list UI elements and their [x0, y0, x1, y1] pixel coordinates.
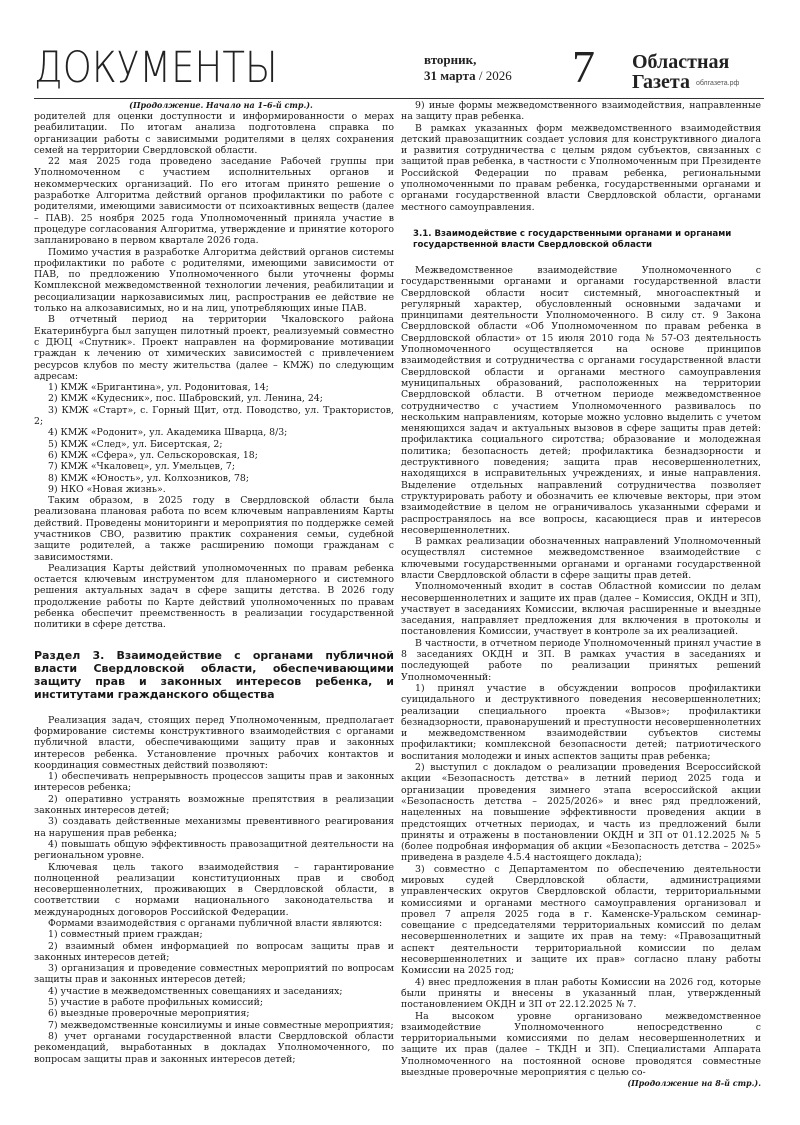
- list-item: 1) принял участие в обсуждении вопросов профилактики суицидального и деструктивного поведения несовершеннолетних; реализации специального проекта «Вызов»; профилактики безнадзорности, правонарушений и преступности несовершеннолетних и межведомственном взаимодействии субъектов системы профилактики; комплексной безопасности детей; патриотического воспитания молодежи и иных аспектов защиты прав ребенка;: [401, 682, 761, 762]
- right-column: [401, 100, 761, 1089]
- paragraph: Уполномоченный входит в состав Областной комиссии по делам несовершеннолетних и защите их прав (далее – Комиссия, ОКДН и ЗП), участвует в заседаниях Комиссии, включая расширенные и выездные заседания, направляет предложения для включения в протоколы и постановления Комиссии, участвует в контроле за их реализацией.: [401, 581, 761, 638]
- list-item: 8) КМЖ «Юность», ул. Колхозников, 78;: [48, 472, 250, 484]
- list-item: 1) совместный прием граждан;: [48, 929, 203, 941]
- continued-from-note: (Продолжение. Начало на 1–6-й стр.).: [129, 100, 313, 110]
- list-item: 7) межведомственные консилиумы и иные совместные мероприятия;: [48, 1019, 394, 1031]
- paragraph: Реализация задач, стоящих перед Уполномоченным, предполагает формирование системы конструктивного взаимодействия с органами публичной власти, обеспечивающими защиту прав и законных интересов ребенка. Установление прочных рабочих контактов и координация совместных действий позволяют:: [34, 714, 394, 771]
- section-title: ДОКУМЕНТЫ: [34, 43, 278, 93]
- subsection-heading: 3.1. Взаимодействие с государственными органами и органами государственной власти Свердловской области: [413, 228, 732, 250]
- list-item: 1) обеспечивать непрерывность процессов защиты прав и законных интересов ребенка;: [34, 771, 394, 794]
- issue-day: 31 марта: [424, 68, 476, 83]
- list-item: 6) КМЖ «Сфера», ул. Сельскоровская, 18;: [48, 449, 258, 461]
- list-item: 6) выездные проверочные мероприятия;: [48, 1008, 250, 1020]
- paragraph: родителей для оценки доступности и информированности о мерах реабилитации. По итогам анализа подготовлена справка по организации работы с зависимыми родителями в целях сохранения семей на территории Свердловской области.: [34, 111, 394, 156]
- paragraph: В частности, в отчетном периоде Уполномоченный принял участие в 8 заседаниях ОКДН и ЗП. В рамках участия в заседаниях и последующей работе по реализации принятых решений Уполномоченный:: [401, 637, 761, 683]
- list-item: 4) КМЖ «Родонит», ул. Академика Шварца, 8/3;: [48, 427, 288, 439]
- list-item: 5) КМЖ «След», ул. Бисертская, 2;: [48, 438, 223, 450]
- paragraph: 22 мая 2025 года проведено заседание Рабочей группы при Уполномоченном с участием исполнительных органов и некоммерческих организаций. По его итогам принято решение о разработке Алгоритма действий органов профилактики по работе с родителями, имеющими зависимости от психоактивных веществ (далее – ПАВ). 25 ноября 2025 года Уполномоченный приняла участие в процедуре согласования Алгоритма, утверждение и принятие которого запланировано в первом квартале 2026 года.: [34, 156, 394, 247]
- paragraph: 9) иные формы межведомственного взаимодействия, направленные на защиту прав ребенка.: [401, 100, 761, 123]
- issue-date: [424, 52, 512, 84]
- paragraph: В рамках указанных форм межведомственного взаимодействия детский правозащитник создает условия для конструктивного диалога и развития сотрудничества с целым рядом субъектов, связанных с защитой прав ребенка, в частности с Уполномоченным при Президенте Российской Федерации по правам ребенка, региональными уполномоченными по правам ребенка, государственными органами и органами государственной власти Свердловской области, органами местного самоуправления.: [401, 122, 761, 213]
- list-item: 3) организация и проведение совместных мероприятий по вопросам защиты прав и законных интересов детей;: [34, 963, 394, 986]
- list-item: 4) повышать общую эффективность правозащитной деятельности на региональном уровне.: [34, 838, 394, 862]
- list-item: 2) оперативно устранять возможные препятствия в реализации законных интересов детей;: [34, 793, 394, 817]
- paragraph: Межведомственное взаимодействие Уполномоченного с государственными органами и органами государственной власти Свердловской области носит системный, многоаспектный и регулярный характер, обусловленный основными задачами и принципами деятельности Уполномоченного. В силу ст. 9 Закона Свердловской области «Об Уполномоченном по правам ребенка в Свердловской области» от 15 июля 2010 года № 57-ОЗ деятельность Уполномоченного осуществляется на основе принципов взаимодействия и сотрудничества с органами государственной власти Свердловской области и органами местного самоуправления муниципальных образований, расположенных на территории Свердловской области. В отчетном периоде межведомственное сотрудничество с участием Уполномоченного развивалось по нескольким направлениям, которые можно условно выделить с учетом меняющихся задач и актуальных вызовов в сфере защиты прав детей: профилактика социального сиротства; образование и молодежная политика; безопасность детей; профилактика безнадзорности и деструктивного поведения; защита прав несовершеннолетних, находящихся в исправительных учреждениях, и иные направления. Выделение отдельных направлений сотрудничества позволяет структурировать работу и обозначить ее ключевые векторы, при этом взаимодействие в целом не ограничивалось указанными сферами и распространялось на все вопросы, касающиеся прав и интересов несовершеннолетних.: [401, 264, 761, 536]
- paragraph: Помимо участия в разработке Алгоритма действий органов системы профилактики по работе с родителями, имеющими зависимости от ПАВ, по предложению Уполномоченного были уточнены формы Комплексной межведомственной технологии лечения, реабилитации и ресоциализации наркозависимых лиц, распространив ее действие не только на алкозависимых, но и на лиц, употребляющих иные ПАВ.: [34, 246, 394, 315]
- list-item: 2) выступил с докладом о реализации проведения Всероссийской акции «Безопасность детства» в летний период 2025 года и организации проведения зимнего этапа всероссийской акции «Безопасность детства – 2025/2026» и внес ряд предложений, нацеленных на повышение эффективности проведения акции в предстоящих отчетных периодах, и часть из предложений были приняты и отражены в постановлении ОКДН и ЗП от 01.12.2025 № 5 (более подробная информация об акции «Безопасность детства – 2025» приведена в разделе 4.5.4 настоящего доклада);: [401, 762, 761, 864]
- list-item: 4) участие в межведомственных совещаниях и заседаниях;: [48, 985, 343, 997]
- list-item: 1) КМЖ «Бригантина», ул. Родонитовая, 14;: [48, 382, 269, 394]
- list-item: 7) КМЖ «Чкаловец», ул. Умельцев, 7;: [48, 461, 235, 473]
- header-divider: [34, 98, 764, 99]
- page-header: [34, 41, 764, 98]
- paragraph: Ключевая цель такого взаимодействия – гарантирование полноценной реализации конституционных прав и свобод несовершеннолетних, проживающих в Свердловской области, в соответствии с нормами национального законодательства и международных договоров Российской Федерации.: [34, 861, 394, 918]
- list-item: 3) КМЖ «Старт», с. Горный Щит, отд. Поводство, ул. Трактористов, 2;: [34, 404, 394, 428]
- list-item: 3) совместно с Департаментом по обеспечению деятельности мировых судей Свердловской области, администрациями управленческих округов Свердловской области, территориальными комиссиями и органами местного самоуправления организовал и провел 7 апреля 2025 года в г. Каменске-Уральском семинар-совещание с председателями территориальных комиссий по делам несовершеннолетних и защите их прав на тему: «Правозащитный аспект деятельности территориальной комиссии по делам несовершеннолетних и защите их прав» согласно плану работы Комиссии на 2025 год;: [401, 863, 761, 977]
- list-item: 2) КМЖ «Кудесник», пос. Шабровский, ул. Ленина, 24;: [48, 393, 323, 405]
- paragraph: Формами взаимодействия с органами публичной власти являются:: [48, 918, 383, 929]
- continued-to-note: (Продолжение на 8-й стр.).: [627, 1078, 761, 1089]
- logo-site: облгазета.рф: [695, 80, 740, 87]
- paragraph: В рамках реализации обозначенных направлений Уполномоченный осуществлял системное межведомственное взаимодействие с ключевыми государственными органами и органами государственной власти Свердловской области в сфере защиты прав детей.: [401, 536, 761, 581]
- list-item: 3) создавать действенные механизмы превентивного реагирования на нарушения прав ребенка;: [34, 816, 394, 839]
- section-heading: Раздел 3. Взаимодействие с органами публичной власти Свердловской области, обеспечивающими защиту прав и законных интересов ребенка, и институтами гражданского общества: [34, 648, 394, 701]
- paragraph: В отчетный период на территории Чкаловского района Екатеринбурга был запущен пилотный проект, реализуемый совместно с ДЮЦ «Спутник». Проект направлен на формирование мотивации граждан к лечению от химических зависимостей с привлечением ресурсов клубов по месту жительства (далее – КМЖ) по следующим адресам:: [34, 314, 394, 382]
- page-number: 7: [572, 41, 595, 92]
- list-item: 4) внес предложения в план работы Комиссии на 2026 год, которые были приняты и внесены в указанный план, утвержденный постановлением ОКДН и ЗП от 22.12.2025 № 7.: [401, 976, 761, 1011]
- list-item: 2) взаимный обмен информацией по вопросам защиты прав и законных интересов детей;: [34, 940, 394, 963]
- paragraph: Таким образом, в 2025 году в Свердловской области была реализована плановая работа по всем ключевым направлениям Карты действий. Проведены мониторинги и мероприятия по поддержке семей участников СВО, развитию практик сохранения семьи, судебной защите родителей, а также расширению помощи гражданам с зависимостями.: [34, 495, 394, 563]
- paragraph: Реализация Карты действий уполномоченных по правам ребенка остается ключевым инструментом для планомерного и системного решения актуальных задач в сфере защиты детства. В 2026 году продолжение работы по Карте действий уполномоченных по правам ребенка обеспечит преемственность в реализации государственной политики в сфере детства.: [34, 562, 394, 631]
- list-item: 5) участие в работе профильных комиссий;: [48, 997, 263, 1009]
- paragraph: На высоком уровне организовано межведомственное взаимодействие Уполномоченного непосредственно с территориальными комиссиями по делам несовершеннолетних и защите их прав (далее – ТКДН и ЗП). Специалистами Аппарата Уполномоченного на постоянной основе проводятся совместные выездные проверочные мероприятия с целью со-: [401, 1010, 761, 1079]
- issue-weekday: вторник,: [424, 52, 477, 67]
- list-item: 8) учет органами государственной власти Свердловской области рекомендаций, выработанных в докладах Уполномоченного, по вопросам защиты прав и законных интересов детей;: [34, 1030, 394, 1065]
- list-item: 9) НКО «Новая жизнь».: [48, 483, 166, 495]
- logo-line2: Газета: [632, 71, 690, 93]
- newspaper-logo: [632, 52, 772, 92]
- left-column: [34, 100, 394, 1065]
- logo-line1: Областная: [632, 51, 730, 73]
- issue-year: / 2026: [478, 68, 512, 83]
